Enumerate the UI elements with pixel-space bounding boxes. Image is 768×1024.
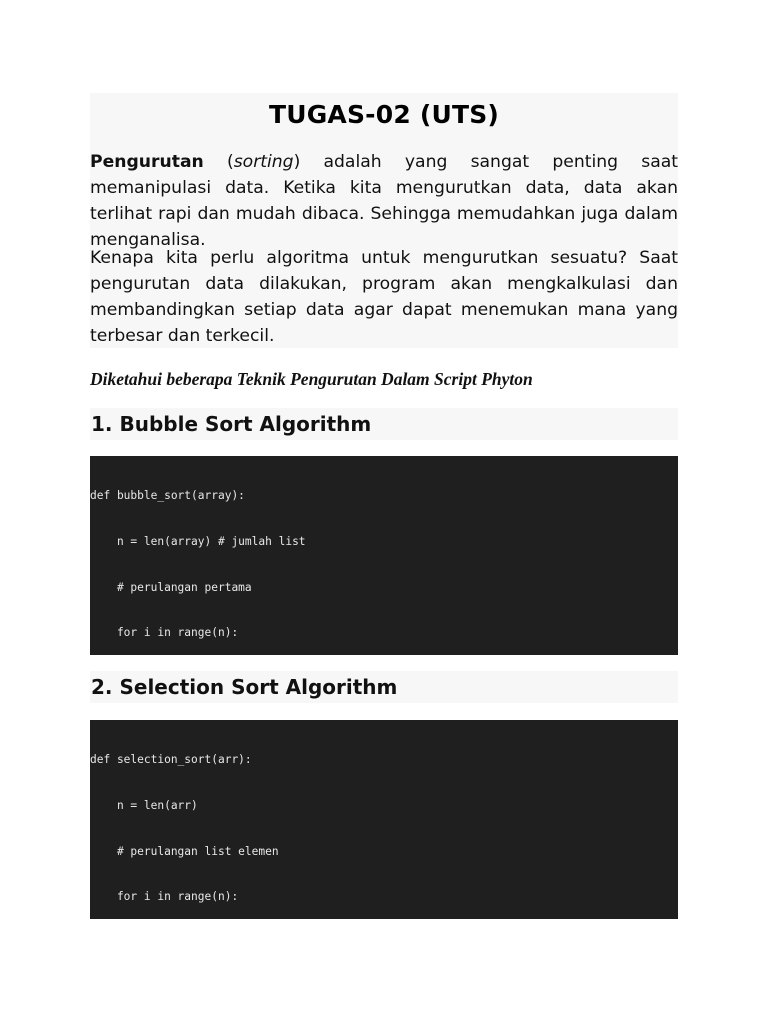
bubble-sort-code-block <box>90 456 678 655</box>
techniques-subheading: Diketahui beberapa Teknik Pengurutan Dalam Script Phyton <box>90 369 533 389</box>
section-heading: 1. Bubble Sort Algorithm <box>91 412 372 436</box>
term-bold: Pengurutan <box>90 152 204 172</box>
section-bubble-sort-header <box>90 408 678 440</box>
paren-open: ( <box>203 152 234 172</box>
intro-paragraph-1 <box>90 149 678 253</box>
selection-sort-code-block <box>90 720 678 919</box>
code-line: for i in range(n): <box>90 626 239 640</box>
document-title: TUGAS-02 (UTS) <box>268 100 500 129</box>
intro-paragraph-2: Kenapa kita perlu algoritma untuk mengurutkan sesuatu? Saat pengurutan data dilakukan, program akan mengkalkulasi dan membandingkan setiap data agar dapat menemukan mana yang terbesar dan terkecil. <box>90 248 678 346</box>
code-line: # perulangan list elemen <box>90 844 279 858</box>
code-line: n = len(arr) <box>90 799 198 812</box>
code-line: for i in range(n): <box>90 890 239 904</box>
section-heading: 2. Selection Sort Algorithm <box>91 675 398 699</box>
code-line: def bubble_sort(array): <box>90 489 245 503</box>
intro-text: ) adalah yang sangat penting saat memanipulasi data. Ketika kita mengurutkan data, data akan terlihat rapi dan mudah dibaca. Sehingga memudahkan juga dalam menganalisa. <box>90 152 678 250</box>
code-line: def selection_sort(arr): <box>90 753 252 767</box>
code-line: # perulangan pertama <box>90 580 252 594</box>
code-line: n = len(array) # jumlah list <box>90 535 306 548</box>
section-selection-sort-header <box>90 671 678 703</box>
term-italic: sorting <box>233 152 294 172</box>
